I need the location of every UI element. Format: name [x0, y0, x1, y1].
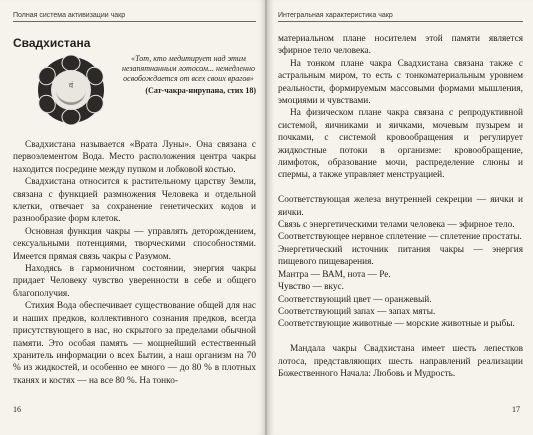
attribute-line: Мантра — ВАМ, нота — Ре.	[278, 269, 391, 280]
running-header: Полная система активизации чакр	[13, 12, 126, 19]
chapter-title: Свадхистана	[13, 36, 91, 50]
attribute-line: Чувство — вкус.	[278, 282, 345, 293]
paragraph: На физическом плане чакра связана с репродуктивной системой, яичниками и яичками, мочевым пузырем и почками, с системой кровообращения и регулирует жидкостные потоки в организме: кровообращение, лимфоток, образование мочи, распределение слюны и спермы, а также управляет менструацией.	[278, 108, 523, 181]
page-number: 16	[13, 405, 21, 414]
right-body	[278, 33, 523, 380]
left-page	[0, 0, 266, 435]
paragraph: Основная функция чакры — управлять деторождением, сексуальными потенциями, творческими способностями. Имеется прямая связь чакры с Разумом.	[13, 226, 256, 262]
attribute-line: Энергетический источник питания чакры — энергия пищевого пищеварения.	[278, 244, 523, 268]
header-rule	[13, 21, 256, 22]
paragraph: Свадхистана называется «Врата Луны». Она связана с первоэлементом Вода. Место расположения центра чакры находится посредине между пупком и лобковой костью.	[13, 140, 256, 175]
epigraph	[121, 54, 256, 96]
attribute-line: Соответствующий запах — запах мяты.	[278, 306, 436, 317]
spacer	[278, 182, 523, 194]
paragraph: На тонком плане чакра Свадхистана связана также с астральным миром, то есть с тонкоматериальным уровнем реальности, формируемым массовыми формами мышления, эмоциями и чувствами.	[278, 58, 523, 107]
attribute-line: Связь с энергетическими телами человека — эфирное тело.	[278, 220, 515, 231]
attribute-line: Соответствующий цвет — оранжевый.	[278, 294, 432, 305]
page-number: 17	[512, 405, 520, 414]
paragraph: Находясь в гармоничном состоянии, энергия чакры придает Человеку чувство уверенности в себе и общего благополучия.	[13, 264, 256, 299]
paragraph: Мандала чакры Свадхистана имеет шесть лепестков лотоса, представляющих шесть направлений реализации Божественного Начала: Любовь и Мудрость.	[278, 344, 523, 379]
attribute-line: Соответствующая железа внутренней секреции — яички и яички.	[278, 195, 523, 218]
paragraph: Свадхистана относится к растительному царству Земли, связана с функцией размножения Человека и отдельной клетки, отвечает за сохранение генетических кодов и разнообразие форм клеток.	[13, 177, 256, 225]
header-rule	[278, 21, 523, 22]
svg-text:वं: वं	[68, 81, 74, 90]
paragraph: материальном плане носителем этой памяти является эфирное тело человека.	[278, 34, 523, 57]
attribute-line: Соответствующее нервное сплетение — сплетение простаты.	[278, 232, 522, 243]
left-body	[13, 139, 256, 387]
attribute-line: Соответствующие животные — морские животные и рыбы.	[278, 319, 515, 330]
svadhisthana-mandala-icon	[36, 55, 106, 125]
paragraph: Стихия Вода обеспечивает существование общей для нас и наших предков, коллективного сознания предков, всегда присутствующего в нас, но скрытого за пределами обычной памяти. Это особая память — мощнейший естественный хранитель информации о всех Бытии, а наш организм на 70 % из жидкостей, и особенно ее много — до 80 % в плотных тканях и костях — на все 80 %. На тонко-	[13, 301, 256, 386]
right-page	[267, 0, 533, 435]
epigraph-source: (Сат-чакра-нирупана, стих 18)	[145, 86, 256, 95]
running-header: Интегральная характеристика чакр	[278, 12, 393, 19]
spacer	[278, 331, 523, 343]
epigraph-text: «Тот, кто медитирует над этим незапятнанным лотосом... немедленно освобождается от всех своих врагов»	[122, 54, 255, 83]
